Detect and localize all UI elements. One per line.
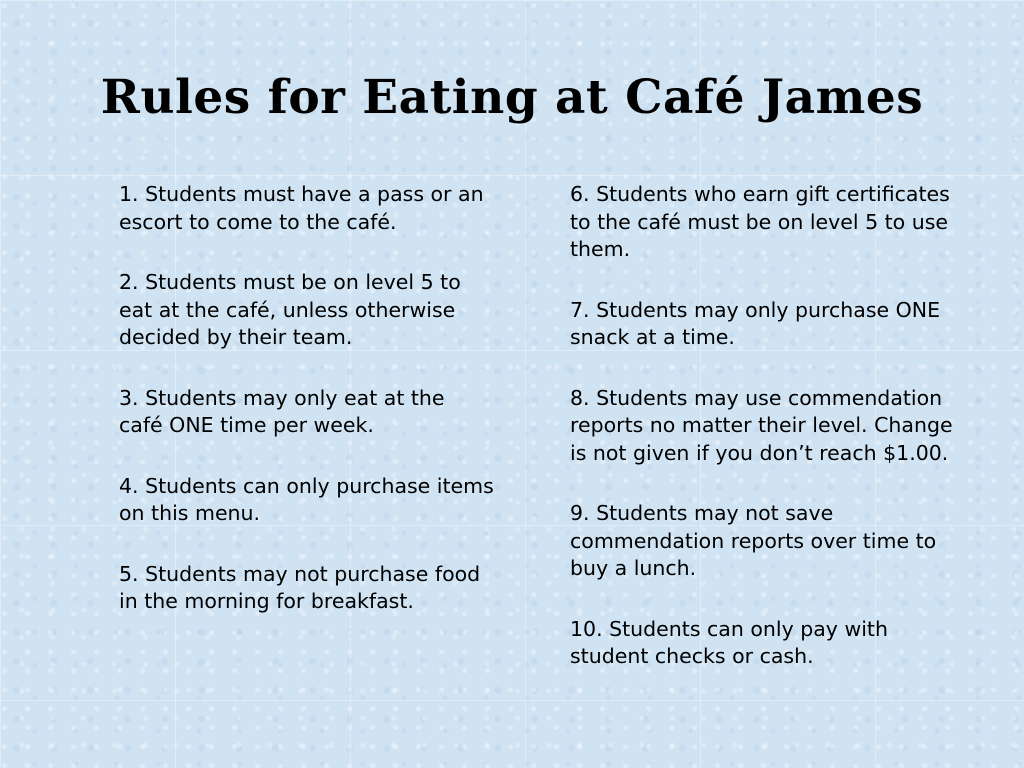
rule-item-3: 3. Students may only eat at the café ONE time per week. xyxy=(119,385,445,437)
rule-item-10: 10. Students can only pay with student checks or cash. xyxy=(570,616,888,668)
rules-list-left xyxy=(119,181,494,649)
rule-item-8: 8. Students may use commendation reports no matter their level. Change is not given if you don’t reach $1.00. xyxy=(570,385,953,465)
rule-item-7: 7. Students may only purchase ONE snack at a time. xyxy=(570,297,941,349)
rule-item-2: 2. Students must be on level 5 to eat at the café, unless otherwise decided by their team. xyxy=(119,270,461,349)
rule-item-6: 6. Students who earn gift certificates to the café must be on level 5 to use them. xyxy=(570,182,950,261)
rules-list-right xyxy=(570,181,965,704)
rule-item-1: 1. Students must have a pass or an escort to come to the café. xyxy=(119,182,484,234)
rule-item-5: 5. Students may not purchase food in the morning for breakfast. xyxy=(119,561,481,613)
slide-title: Rules for Eating at Café James xyxy=(100,70,924,125)
rule-item-9: 9. Students may not save commendation reports over time to buy a lunch. xyxy=(570,501,937,580)
rule-item-4: 4. Students can only purchase items on this menu. xyxy=(119,473,494,525)
